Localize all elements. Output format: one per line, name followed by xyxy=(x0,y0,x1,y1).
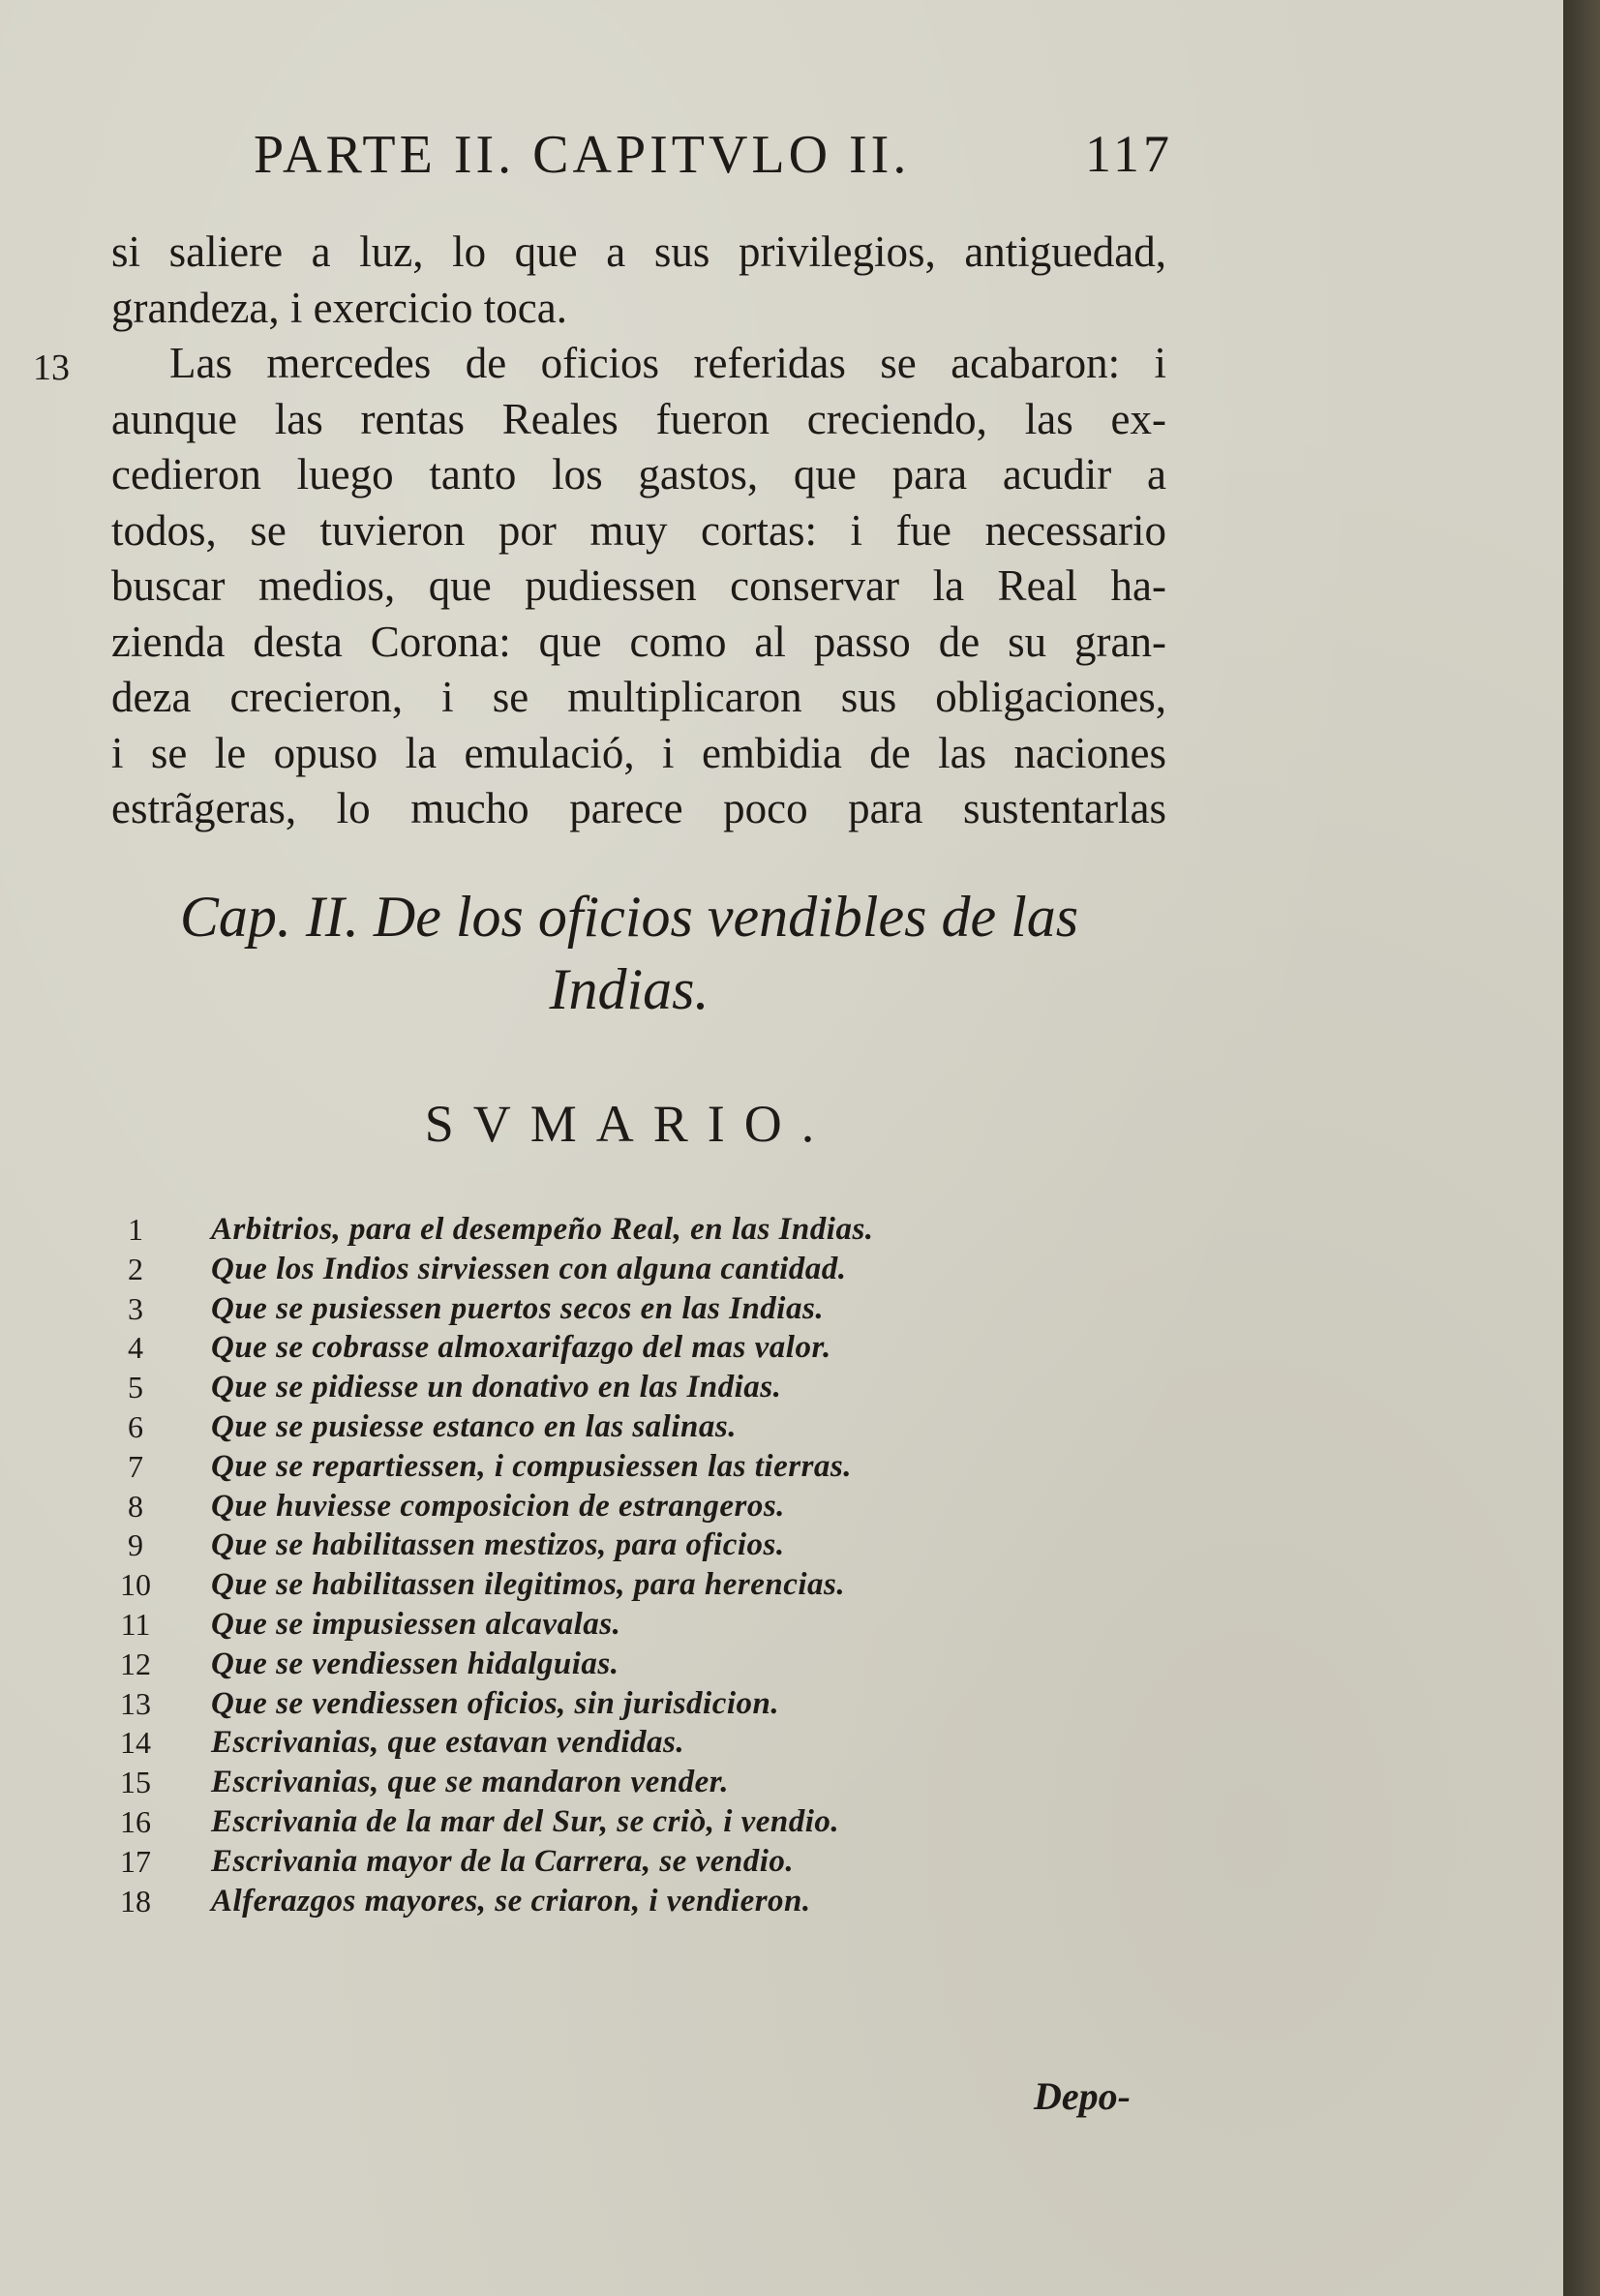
summary-item-number: 8 xyxy=(128,1488,143,1524)
body-line: zienda desta Corona: que como al passo de su gran- xyxy=(111,617,1166,666)
summary-item-text: Escrivanias, que estavan vendidas. xyxy=(211,1725,685,1761)
summary-item-text: Que se pusiesse estanco en las salinas. xyxy=(211,1408,737,1444)
summary-item-text: Que huviesse composicion de estrangeros. xyxy=(211,1488,785,1524)
summary-item-text: Que se vendiessen oficios, sin jurisdicion. xyxy=(211,1685,780,1721)
summary-item-text: Que se habilitassen mestizos, para oficios. xyxy=(211,1527,785,1563)
summary-item-text: Que los Indios sirviessen con alguna cantidad. xyxy=(211,1251,847,1286)
running-head-title: PARTE II. CAPITVLO II. xyxy=(254,125,911,185)
body-line: cedieron luego tanto los gastos, que para acudir a xyxy=(111,450,1166,498)
summary-item-text: Que se vendiessen hidalguias. xyxy=(211,1646,619,1681)
summary-item-text: Que se cobrasse almoxarifazgo del mas valor. xyxy=(211,1330,831,1366)
summary-item-number: 2 xyxy=(128,1251,143,1286)
summary-list xyxy=(97,1210,1162,1920)
summary-item-number: 17 xyxy=(120,1843,151,1879)
summary-item-number: 13 xyxy=(120,1685,151,1721)
body-line: buscar medios, que pudiessen conservar la Real ha- xyxy=(111,561,1166,610)
body-line: si saliere a luz, lo que a sus privilegios, antiguedad, xyxy=(111,227,1166,276)
summary-item xyxy=(97,1210,1162,1250)
summary-item xyxy=(97,1723,1162,1763)
page-edge-shadow xyxy=(1563,0,1600,2296)
summary-item-number: 15 xyxy=(120,1765,151,1800)
summary-item-number: 18 xyxy=(120,1883,151,1918)
body-line: Las mercedes de oficios referidas se acabaron: i xyxy=(169,339,1166,387)
summary-item-number: 10 xyxy=(120,1567,151,1603)
summary-item-text: Que se habilitassen ilegitimos, para herencias. xyxy=(211,1567,846,1603)
summary-item xyxy=(97,1447,1162,1487)
summary-heading: SVMARIO. xyxy=(424,1095,834,1153)
summary-item xyxy=(97,1250,1162,1289)
summary-item-text: Escrivania de la mar del Sur, se criò, i vendio. xyxy=(211,1803,840,1839)
running-head xyxy=(254,116,1173,194)
summary-item-text: Que se impusiessen alcavalas. xyxy=(211,1606,621,1642)
summary-item-number: 3 xyxy=(128,1290,143,1326)
chapter-title xyxy=(145,881,1113,1026)
summary-item xyxy=(97,1565,1162,1605)
summary-item xyxy=(97,1407,1162,1447)
chapter-title-line: Cap. II. De los oficios vendibles de las xyxy=(179,885,1079,949)
summary-item-text: Arbitrios, para el desempeño Real, en las Indias. xyxy=(211,1212,874,1247)
body-line: i se le opuso la emulació, i embidia de las naciones xyxy=(111,728,1166,777)
summary-item-text: Que se pusiessen puertos secos en las Indias. xyxy=(211,1290,825,1326)
margin-paragraph-number: 13 xyxy=(33,347,70,388)
summary-item-text: Que se pidiesse un donativo en las Indias. xyxy=(211,1370,782,1405)
summary-item xyxy=(97,1368,1162,1407)
summary-item-text: Alferazgos mayores, se criaron, i vendieron. xyxy=(211,1883,811,1918)
summary-item xyxy=(97,1763,1162,1802)
summary-item xyxy=(97,1842,1162,1882)
summary-item xyxy=(97,1645,1162,1684)
summary-item xyxy=(97,1289,1162,1329)
summary-item-text: Que se repartiessen, i compusiessen las tierras. xyxy=(211,1448,853,1484)
summary-item-number: 12 xyxy=(120,1646,151,1681)
summary-item-number: 6 xyxy=(128,1408,143,1444)
body-line: grandeza, i exercicio toca. xyxy=(111,283,567,332)
summary-item xyxy=(97,1487,1162,1526)
summary-item-text: Escrivania mayor de la Carrera, se vendio. xyxy=(211,1843,795,1879)
page-number: 117 xyxy=(1085,125,1173,183)
summary-item xyxy=(97,1605,1162,1645)
summary-item xyxy=(97,1684,1162,1724)
summary-item-text: Escrivanias, que se mandaron vender. xyxy=(211,1765,730,1800)
summary-item-number: 4 xyxy=(128,1330,143,1366)
summary-item-number: 5 xyxy=(128,1370,143,1405)
body-line: todos, se tuvieron por muy cortas: i fue necessario xyxy=(111,505,1166,555)
body-line: deza crecieron, i se multiplicaron sus obligaciones, xyxy=(111,673,1166,721)
chapter-title-line: Indias. xyxy=(549,957,709,1021)
summary-item-number: 9 xyxy=(128,1527,143,1563)
summary-item xyxy=(97,1802,1162,1842)
body-text xyxy=(111,225,1166,837)
body-line: estrãgeras, lo mucho parece poco para sustentarlas xyxy=(111,784,1166,832)
summary-item xyxy=(97,1526,1162,1565)
summary-item xyxy=(97,1328,1162,1368)
summary-item xyxy=(97,1882,1162,1921)
summary-item-number: 11 xyxy=(120,1606,151,1642)
body-line: aunque las rentas Reales fueron creciendo, las ex- xyxy=(111,394,1166,443)
summary-item-number: 14 xyxy=(120,1725,151,1761)
summary-item-number: 16 xyxy=(120,1803,151,1839)
summary-item-number: 7 xyxy=(128,1448,143,1484)
summary-item-number: 1 xyxy=(128,1212,143,1247)
catchword: Depo- xyxy=(1034,2074,1131,2118)
